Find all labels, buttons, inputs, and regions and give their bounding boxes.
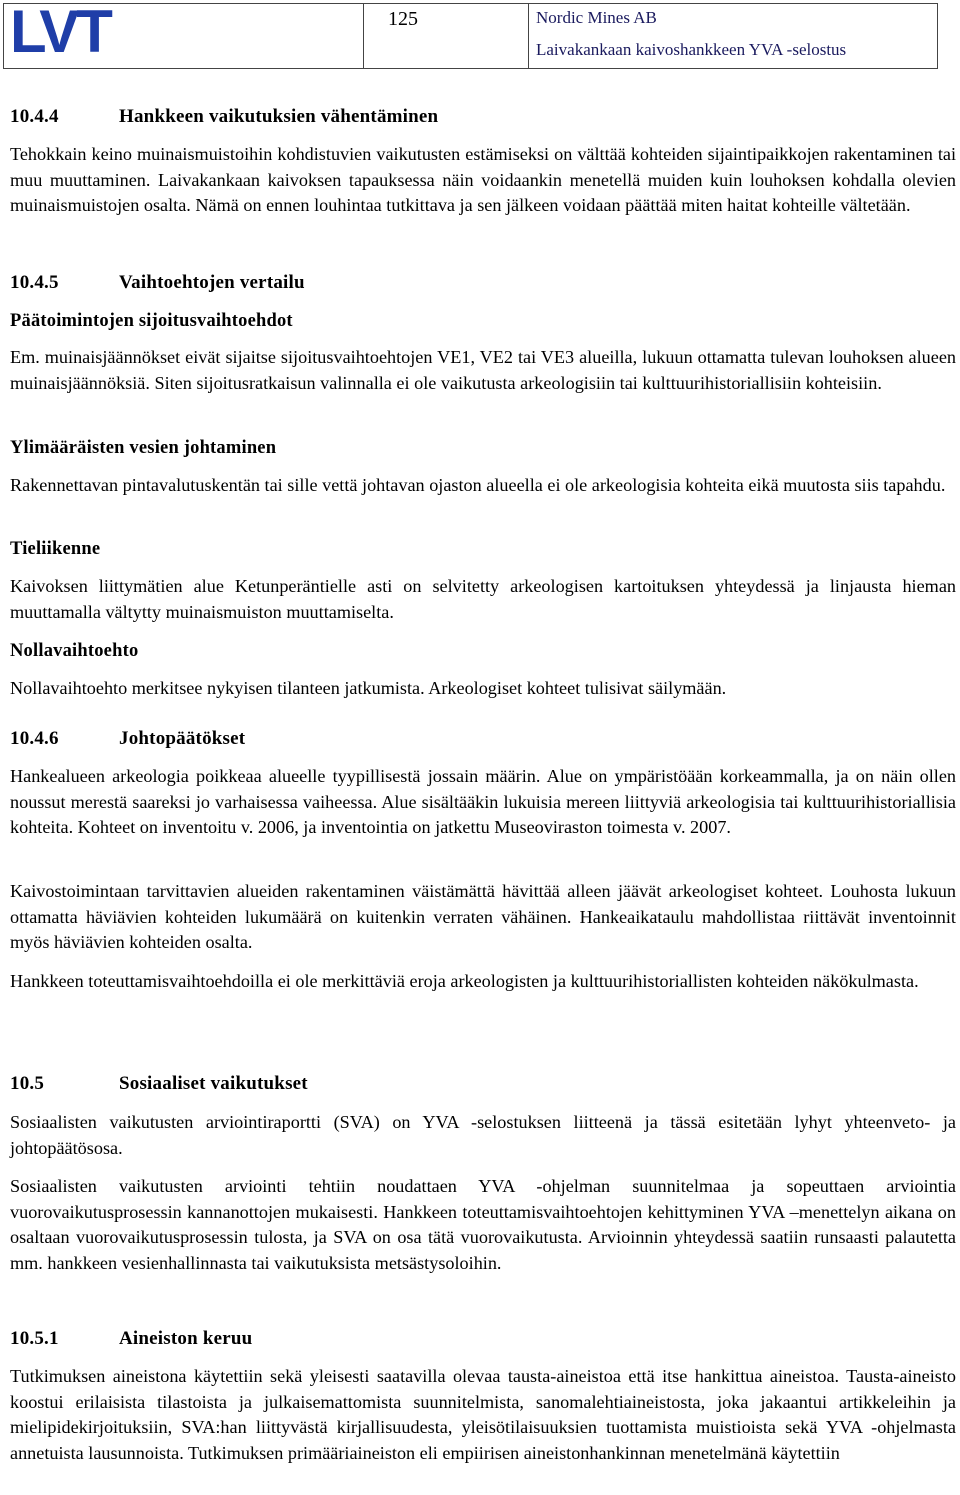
subheading: Nollavaihtoehto xyxy=(10,641,139,661)
paragraph-block xyxy=(10,969,956,995)
subheading-block xyxy=(10,309,956,333)
paragraph-block xyxy=(10,345,956,396)
subheading: Päätoimintojen sijoitusvaihtoehdot xyxy=(10,311,293,331)
section-title: Vaihtoehtojen vertailu xyxy=(119,272,305,293)
paragraph: Sosiaalisten vaikutusten arviointiraportti (SVA) on YVA -selostuksen liitteenä ja tässä esitetään lyhyt yhteenveto- ja johtopäätösosa. xyxy=(10,1112,956,1158)
subheading: Ylimääräisten vesien johtaminen xyxy=(10,438,277,458)
subheading-block xyxy=(10,436,956,460)
paragraph: Hankealueen arkeologia poikkeaa alueelle tyypillisestä jossain määrin. Alue on ympäristöään korkeammalla, ja on näin ollen noussut merestä saareksi jo varhaisessa vaiheessa. Alue sisältääkin lukuisia mereen liittyviä arkeologisia tai kulttuurihistoriallisia kohteita. Kohteet on inventoitu v. 2006, ja inventointia on jatkettu Museoviraston toimesta v. 2007. xyxy=(10,766,956,838)
document-info-cell xyxy=(529,4,937,68)
paragraph: Sosiaalisten vaikutusten arviointi tehtiin noudattaen YVA -ohjelman suunnitelmaa ja sopeuttaen arviointia vuorovaikutusprosessin kannanottojen mukaisesti. Hankkeen toteuttamisvaihtoehtojen kehittyminen YVA –menettelyn aikana on osaltaan vuorovaikutusprosessin tulosta, ja SVA on osa tätä vuorovaikutusta. Arvioinnin yhteydessä saatiin runsaasti palautetta mm. hankkeen vesienhallinnasta tai vaikutuksista metsästysoloihin. xyxy=(10,1176,956,1274)
paragraph-block xyxy=(10,574,956,625)
section-number: 10.4.6 xyxy=(10,728,59,749)
section-number: 10.5.1 xyxy=(10,1328,59,1349)
paragraph-block xyxy=(10,142,956,219)
svg-text:LVT: LVT xyxy=(10,6,110,56)
section-10-4-4 xyxy=(10,105,956,129)
logo-cell xyxy=(4,4,364,68)
paragraph-block xyxy=(10,879,956,956)
paragraph: Tehokkain keino muinaismuistoihin kohdistuvien vaikutusten estämiseksi on välttää kohteiden sijaintipaikkojen rakentaminen tai muu muuttaminen. Laivakankaan kaivoksen tapauksessa näin voidaankin menetellä muiden kuin louhoksen kohdalla olevien muinaismuistojen osalta. Nämä on ennen louhintaa tutkittava ja sen jälkeen voidaan päättää miten haitat kohteille vältetään. xyxy=(10,144,956,216)
subheading-block xyxy=(10,537,956,561)
paragraph: Kaivostoimintaan tarvittavien alueiden rakentaminen väistämättä hävittää alleen jäävät arkeologiset kohteet. Louhosta lukuun ottamatta häviävien kohteiden lukumäärä on kuitenkin verraten vähäinen. Hankeaikataulu mahdollistaa riittävät inventoinnit myös häviävien kohteiden osalta. xyxy=(10,881,956,953)
section-heading xyxy=(10,105,956,129)
section-heading xyxy=(10,1072,956,1096)
paragraph: Tutkimuksen aineistona käytettiin sekä yleisesti saatavilla olevaa tausta-aineistoa että itse hankittua aineistoa. Tausta-aineisto koostui erilaisista tilastoista ja julkaisemattomista suunnitelmista, sanomalehtiaineistosta, joka jakaantui artikkeleihin ja mielipidekirjoituksiin, SVA:han liittyvästä kirjallisuudesta, yleisötilaisuuksien tuottamista muistioista sekä YVA -ohjelmasta annetuista lausunnoista. Tutkimuksen primääriaineiston eli empiirisen aineistonhankinnan menetelmänä käytettiin xyxy=(10,1366,956,1464)
section-10-5-1 xyxy=(10,1327,956,1351)
paragraph: Em. muinaisjäännökset eivät sijaitse sijoitusvaihtoehtojen VE1, VE2 tai VE3 alueilla, lukuun ottamatta tulevan louhoksen alueen muinaisjäännöksiä. Siten sijoitusratkaisun valinnalla ei ole vaikutusta arkeologisiin tai kulttuurihistoriallisiin kohteisiin. xyxy=(10,347,956,393)
paragraph-block xyxy=(10,473,956,499)
paragraph: Rakennettavan pintavalutuskentän tai sille vettä johtavan ojaston alueella ei ole arkeologisia kohteita eikä muutosta siis tapahdu. xyxy=(10,475,946,495)
section-heading xyxy=(10,271,956,295)
report-title: Laivakankaan kaivoshankkeen YVA -selostus xyxy=(536,40,847,59)
paragraph-block xyxy=(10,1364,956,1467)
subheading: Tieliikenne xyxy=(10,539,101,559)
page-header xyxy=(3,3,938,69)
paragraph-block xyxy=(10,676,956,702)
section-heading xyxy=(10,1327,956,1351)
section-title: Aineiston keruu xyxy=(119,1328,253,1349)
paragraph: Hankkeen toteuttamisvaihtoehdoilla ei ole merkittäviä eroja arkeologisten ja kulttuurihistoriallisten kohteiden näkökulmasta. xyxy=(10,971,919,991)
paragraph-block xyxy=(10,1174,956,1277)
section-number: 10.5 xyxy=(10,1073,45,1094)
subheading-block xyxy=(10,639,956,663)
paragraph-block xyxy=(10,764,956,841)
section-10-5 xyxy=(10,1072,956,1096)
section-title: Johtopäätökset xyxy=(119,728,246,749)
section-title: Hankkeen vaikutuksien vähentäminen xyxy=(119,106,439,127)
paragraph-block xyxy=(10,1110,956,1161)
paragraph: Nollavaihtoehto merkitsee nykyisen tilanteen jatkumista. Arkeologiset kohteet tulisivat säilymään. xyxy=(10,678,727,698)
page-number: 125 xyxy=(388,8,418,30)
section-heading xyxy=(10,727,956,751)
section-10-4-5 xyxy=(10,271,956,295)
company-name: Nordic Mines AB xyxy=(536,8,657,27)
page-number-cell xyxy=(364,4,529,68)
section-number: 10.4.4 xyxy=(10,106,59,127)
section-title: Sosiaaliset vaikutukset xyxy=(119,1073,308,1094)
paragraph: Kaivoksen liittymätien alue Ketunperäntielle asti on selvitetty arkeologisen kartoituksen yhteydessä ja linjausta hieman muuttamalla vältytty muinaismuiston muuttamiselta. xyxy=(10,576,956,622)
section-number: 10.4.5 xyxy=(10,272,59,293)
section-10-4-6 xyxy=(10,727,956,751)
lvt-logo xyxy=(10,6,140,56)
